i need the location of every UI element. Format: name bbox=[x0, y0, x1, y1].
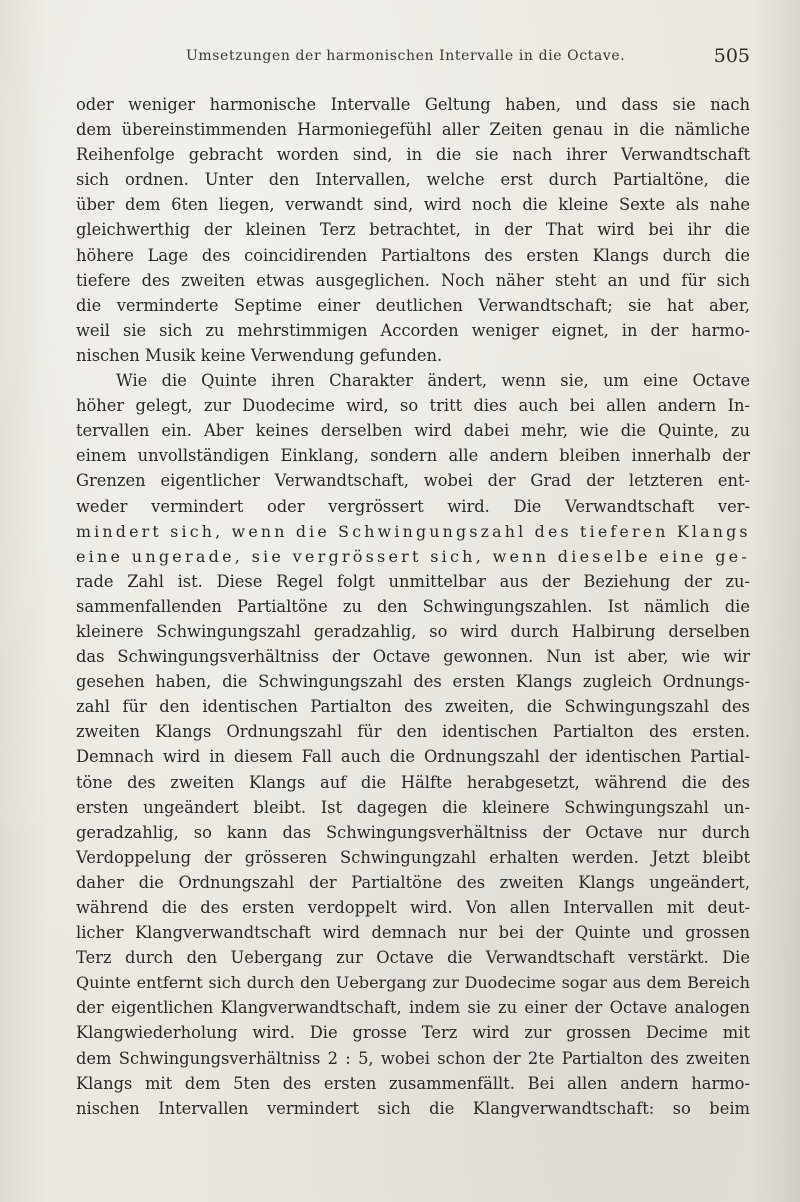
text-line: tiefere des zweiten etwas ausgeglichen. Noch näher steht an und für sich bbox=[76, 270, 750, 290]
text-line: töne des zweiten Klangs auf die Hälfte herabgesetzt, während die des bbox=[76, 772, 750, 792]
text-line: dem übereinstimmenden Harmoniegefühl aller Zeiten genau in die nämliche bbox=[76, 120, 750, 140]
text-line: zweiten Klangs Ordnungszahl für den identischen Partialton des ersten. bbox=[76, 722, 750, 742]
text-line: Terz durch den Uebergang zur Octave die Verwandtschaft verstärkt. Die bbox=[76, 948, 750, 968]
text-line: weil sie sich zu mehrstimmigen Accorden weniger eignet, in der harmo- bbox=[76, 320, 750, 340]
text-line: gleichwerthig der kleinen Terz betrachtet, in der That wird bei ihr die bbox=[76, 220, 750, 240]
running-head bbox=[0, 45, 800, 72]
text-line: höhere Lage des coincidirenden Partialtons des ersten Klangs durch die bbox=[76, 245, 750, 265]
body-text bbox=[76, 92, 750, 1121]
text-line: Klangs mit dem 5ten des ersten zusammenfällt. Bei allen andern harmo- bbox=[76, 1073, 750, 1093]
text-line: Quinte entfernt sich durch den Uebergang zur Duodecime sogar aus dem Bereich bbox=[76, 973, 750, 993]
text-line: Reihenfolge gebracht worden sind, in die sie nach ihrer Verwandtschaft bbox=[76, 145, 750, 165]
text-line: höher gelegt, zur Duodecime wird, so tritt dies auch bei allen andern In- bbox=[76, 396, 750, 416]
text-line: die verminderte Septime einer deutlichen Verwandtschaft; sie hat aber, bbox=[76, 295, 750, 315]
emphasized-line: mindert sich, wenn die Schwingungszahl des tieferen Klangs bbox=[76, 521, 751, 541]
text-line: Klangwiederholung wird. Die grosse Terz wird zur grossen Decime mit bbox=[76, 1023, 750, 1043]
text-line: Verdoppelung der grösseren Schwingungzahl erhalten werden. Jetzt bleibt bbox=[76, 847, 750, 867]
text-line: kleinere Schwingungszahl geradzahlig, so wird durch Halbirung derselben bbox=[76, 621, 750, 641]
text-line: Grenzen eigentlicher Verwandtschaft, wobei der Grad der letzteren ent- bbox=[76, 471, 750, 491]
text-line: einem unvollständigen Einklang, sondern alle andern bleiben innerhalb der bbox=[76, 446, 750, 466]
text-line: sich ordnen. Unter den Intervallen, welche erst durch Partialtöne, die bbox=[76, 170, 750, 190]
text-line: ersten ungeändert bleibt. Ist dagegen die kleinere Schwingungszahl un- bbox=[76, 797, 750, 817]
text-line: der eigentlichen Klangverwandtschaft, indem sie zu einer der Octave analogen bbox=[76, 998, 750, 1018]
page-number: 505 bbox=[713, 45, 750, 67]
text-line: sammenfallenden Partialtöne zu den Schwingungszahlen. Ist nämlich die bbox=[76, 596, 750, 616]
text-line: nischen Intervallen vermindert sich die Klangverwandtschaft: so beim bbox=[76, 1098, 750, 1118]
text-line: weder vermindert oder vergrössert wird. Die Verwandtschaft ver- bbox=[76, 496, 750, 516]
text-line: Demnach wird in diesem Fall auch die Ordnungszahl der identischen Partial- bbox=[76, 747, 750, 767]
text-line: dem Schwingungsverhältniss 2 : 5, wobei schon der 2te Partialton des zweiten bbox=[76, 1048, 750, 1068]
text-line: über dem 6ten liegen, verwandt sind, wird noch die kleine Sexte als nahe bbox=[76, 195, 750, 215]
text-line: rade Zahl ist. Diese Regel folgt unmittelbar aus der Beziehung der zu- bbox=[76, 571, 750, 591]
text-line: licher Klangverwandtschaft wird demnach nur bei der Quinte und grossen bbox=[76, 923, 750, 943]
text-line: das Schwingungsverhältniss der Octave gewonnen. Nun ist aber, wie wir bbox=[76, 647, 750, 667]
text-line: oder weniger harmonische Intervalle Geltung haben, und dass sie nach bbox=[76, 95, 750, 114]
running-title: Umsetzungen der harmonischen Intervalle in die Octave. bbox=[186, 48, 626, 64]
text-line: daher die Ordnungszahl der Partialtöne des zweiten Klangs ungeändert, bbox=[76, 872, 750, 892]
text-line: zahl für den identischen Partialton des zweiten, die Schwingungszahl des bbox=[76, 697, 750, 717]
paragraph-start-line: Wie die Quinte ihren Charakter ändert, wenn sie, um eine Octave bbox=[116, 371, 750, 391]
text-line: geradzahlig, so kann das Schwingungsverhältniss der Octave nur durch bbox=[76, 822, 750, 842]
text-line: während die des ersten verdoppelt wird. Von allen Intervallen mit deut- bbox=[76, 898, 750, 917]
paragraph-end-line: nischen Musik keine Verwendung gefunden. bbox=[76, 345, 443, 365]
emphasized-line: eine ungerade, sie vergrössert sich, wenn dieselbe eine ge- bbox=[76, 546, 750, 566]
text-line: tervallen ein. Aber keines derselben wird dabei mehr, wie die Quinte, zu bbox=[76, 421, 750, 441]
text-line: gesehen haben, die Schwingungszahl des ersten Klangs zugleich Ordnungs- bbox=[76, 672, 750, 692]
